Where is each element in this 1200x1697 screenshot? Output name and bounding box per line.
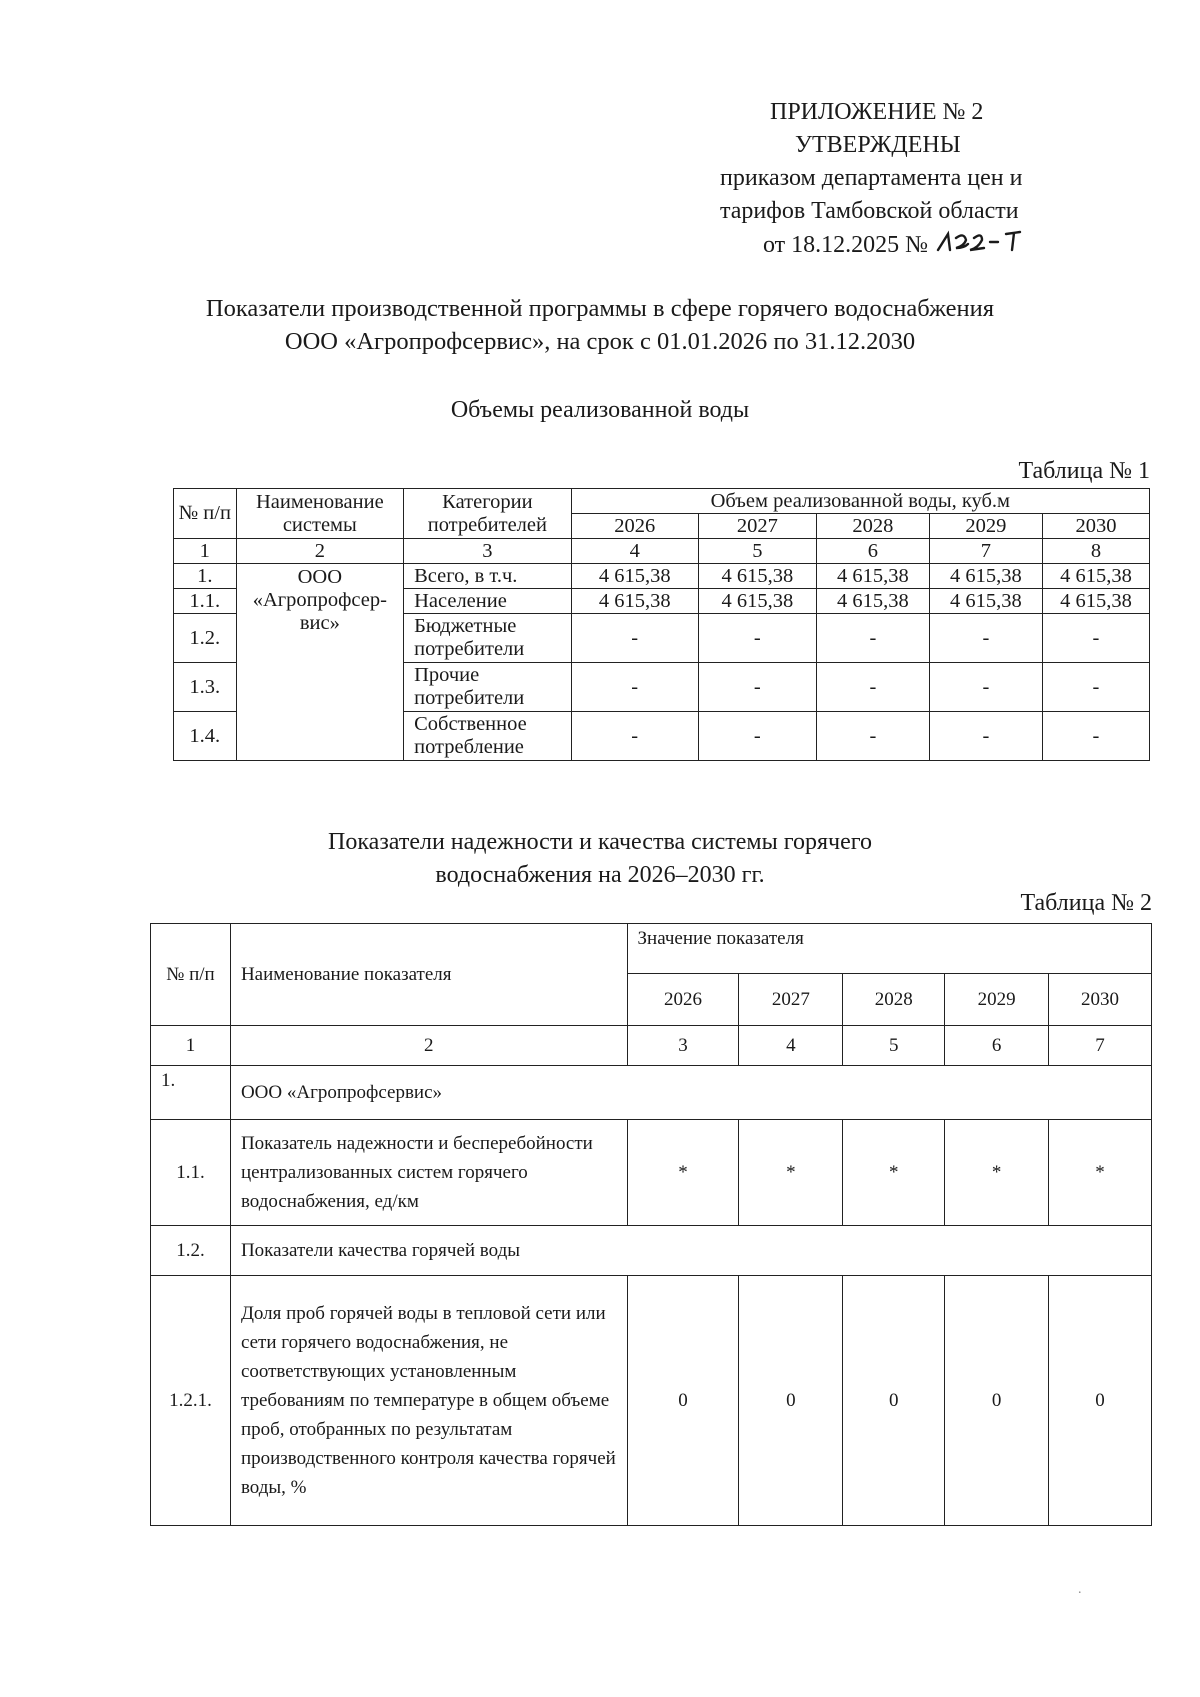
indicator-value: 0 [627, 1276, 739, 1526]
col-number: 4 [571, 539, 698, 564]
col-number: 1 [174, 539, 237, 564]
year-header: 2027 [739, 974, 843, 1026]
order-line: приказом департамента цен и [720, 165, 1023, 191]
document-title-line1: Показатели производственной программы в сфере горячего водоснабжения [205, 295, 995, 322]
row-value: 4 615,38 [571, 564, 698, 589]
row-num: 1.1. [151, 1120, 231, 1226]
row-num: 1.2. [151, 1226, 231, 1276]
row-category: Всего, в т.ч. [404, 564, 572, 589]
col-number: 7 [1049, 1026, 1152, 1066]
section2-title-line1: Показатели надежности и качества системы горячего [328, 829, 872, 855]
header-system: Наименование системы [236, 489, 404, 539]
section2-title-line2: водоснабжения на 2026–2030 гг. [435, 862, 765, 888]
row-value: - [929, 712, 1042, 761]
col-number: 2 [230, 1026, 627, 1066]
row-value: - [816, 663, 929, 712]
year-header: 2028 [843, 974, 945, 1026]
row-category: Бюджетные потребители [404, 614, 572, 663]
indicator-value: * [627, 1120, 739, 1226]
year-header: 2030 [1042, 514, 1149, 539]
row-value: - [929, 614, 1042, 663]
col-number: 7 [929, 539, 1042, 564]
header-volume: Объем реализованной воды, куб.м [571, 489, 1149, 514]
row-value: - [571, 712, 698, 761]
quality-section-row: Показатели качества горячей воды [230, 1226, 1151, 1276]
scan-speck: . [1078, 1582, 1082, 1597]
col-number: 3 [404, 539, 572, 564]
row-value: 4 615,38 [816, 564, 929, 589]
header-value: Значение показателя [627, 924, 1151, 974]
year-header: 2026 [627, 974, 739, 1026]
year-header: 2026 [571, 514, 698, 539]
row-category: Прочие потребители [404, 663, 572, 712]
indicator-value: * [843, 1120, 945, 1226]
row-category: Население [404, 589, 572, 614]
approval-header [700, 96, 1100, 262]
table1-label: Таблица № 1 [1018, 458, 1150, 484]
row-value: - [929, 663, 1042, 712]
row-num: 1.4. [174, 712, 237, 761]
indicator-value: 0 [945, 1276, 1049, 1526]
year-header: 2030 [1049, 974, 1152, 1026]
col-number: 4 [739, 1026, 843, 1066]
col-number: 6 [945, 1026, 1049, 1066]
col-number: 3 [627, 1026, 739, 1066]
volumes-table [173, 488, 1150, 761]
appendix-label: ПРИЛОЖЕНИЕ № 2 [770, 99, 984, 125]
year-header: 2028 [816, 514, 929, 539]
row-value: - [571, 663, 698, 712]
row-category: Собственное потребление [404, 712, 572, 761]
document-title [150, 292, 1050, 358]
row-value: 4 615,38 [698, 589, 816, 614]
row-value: - [571, 614, 698, 663]
indicator-value: * [1049, 1120, 1152, 1226]
col-number: 1 [151, 1026, 231, 1066]
handwritten-order-number [934, 228, 1024, 256]
row-value: 4 615,38 [1042, 589, 1149, 614]
row-value: 4 615,38 [1042, 564, 1149, 589]
row-value: - [1042, 614, 1149, 663]
row-num: 1.3. [174, 663, 237, 712]
year-header: 2027 [698, 514, 816, 539]
row-value: - [816, 712, 929, 761]
indicator-value: 0 [739, 1276, 843, 1526]
row-num: 1.2. [174, 614, 237, 663]
row-num: 1. [174, 564, 237, 589]
row-value: - [1042, 712, 1149, 761]
row-value: - [698, 663, 816, 712]
row-num: 1.2.1. [151, 1276, 231, 1526]
indicator-value: * [945, 1120, 1049, 1226]
col-number: 5 [698, 539, 816, 564]
row-value: - [698, 712, 816, 761]
col-number: 8 [1042, 539, 1149, 564]
col-number: 2 [236, 539, 404, 564]
row-value: 4 615,38 [929, 564, 1042, 589]
system-name: ООО «Агропрофсер-вис» [236, 564, 404, 761]
row-value: - [816, 614, 929, 663]
row-num: 1.1. [174, 589, 237, 614]
row-num: 1. [151, 1066, 231, 1120]
header-num: № п/п [174, 489, 237, 539]
col-number: 6 [816, 539, 929, 564]
row-value: 4 615,38 [929, 589, 1042, 614]
row-value: - [698, 614, 816, 663]
department-line: тарифов Тамбовской области [720, 198, 1019, 224]
order-date: от 18.12.2025 № [763, 232, 929, 258]
row-value: - [1042, 663, 1149, 712]
row-value: 4 615,38 [571, 589, 698, 614]
indicator-value: * [739, 1120, 843, 1226]
document-title-line2: ООО «Агропрофсервис», на срок с 01.01.2026 по 31.12.2030 [284, 328, 916, 355]
section2-title [150, 826, 1050, 892]
year-header: 2029 [945, 974, 1049, 1026]
section1-title: Объемы реализованной воды [450, 397, 750, 423]
reliability-table [150, 923, 1152, 1526]
order-date-line [700, 228, 1100, 262]
indicator-value: 0 [843, 1276, 945, 1526]
indicator-name: Доля проб горячей воды в тепловой сети или сети горячего водоснабжения, не соответствующих установленным требованиям по температуре в общем объеме проб, отобранных по результатам производственного контроля качества горячей воды, % [230, 1276, 627, 1526]
indicator-value: 0 [1049, 1276, 1152, 1526]
header-indicator: Наименование показателя [230, 924, 627, 1026]
col-number: 5 [843, 1026, 945, 1066]
table2-label: Таблица № 2 [1020, 890, 1152, 916]
row-value: 4 615,38 [698, 564, 816, 589]
year-header: 2029 [929, 514, 1042, 539]
header-num: № п/п [151, 924, 231, 1026]
approved-label: УТВЕРЖДЕНЫ [795, 132, 961, 158]
org-name-row: ООО «Агропрофсервис» [230, 1066, 1151, 1120]
indicator-name: Показатель надежности и бесперебойности централизованных систем горячего водоснабжения, ед/км [230, 1120, 627, 1226]
row-value: 4 615,38 [816, 589, 929, 614]
header-category: Категории потребителей [404, 489, 572, 539]
